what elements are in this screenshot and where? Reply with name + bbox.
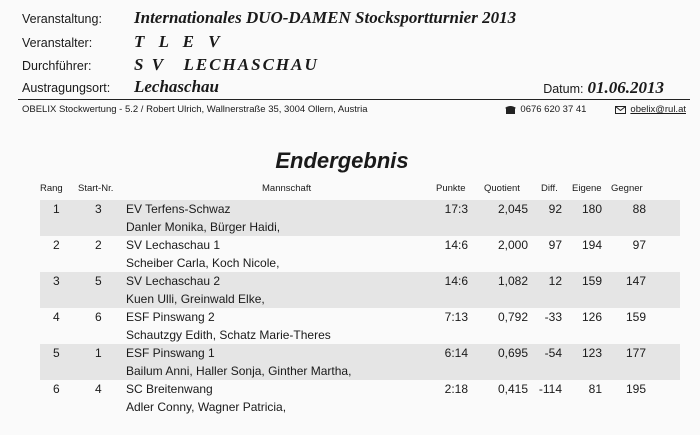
col-gegner: Gegner	[611, 183, 643, 194]
col-diff: Diff.	[541, 183, 558, 194]
cell-team: ESF Pinswang 2	[126, 310, 215, 324]
col-mannschaft: Mannschaft	[262, 183, 312, 194]
table-row	[40, 200, 680, 236]
cell-start: 4	[95, 382, 102, 396]
cell-quotient: 2,045	[497, 202, 528, 216]
cell-gegner: 97	[632, 238, 646, 252]
cell-diff: -114	[538, 382, 562, 396]
phone-icon	[505, 105, 516, 114]
envelope-icon	[615, 106, 626, 114]
cell-gegner: 88	[632, 202, 646, 216]
col-punkte: Punkte	[436, 183, 466, 194]
cell-diff: -54	[544, 346, 562, 360]
cell-punkte: 6:14	[444, 346, 468, 360]
cell-eigene: 194	[581, 238, 602, 252]
cell-eigene: 180	[581, 202, 602, 216]
ort-label: Austragungsort:	[22, 81, 111, 95]
cell-rang: 4	[53, 310, 60, 324]
cell-rang: 6	[53, 382, 60, 396]
table-row	[40, 344, 680, 380]
cell-team: SC Breitenwang	[126, 382, 213, 396]
ort-value: Lechaschau	[134, 77, 219, 96]
header-divider	[18, 99, 690, 100]
cell-diff: 92	[548, 202, 562, 216]
cell-punkte: 7:13	[444, 310, 468, 324]
cell-eigene: 81	[588, 382, 602, 396]
cell-players: Danler Monika, Bürger Haidi,	[126, 220, 281, 234]
header-veranstalter	[22, 32, 225, 54]
cell-start: 1	[95, 346, 102, 360]
veranstalter-value: T L E V	[134, 32, 225, 51]
cell-gegner: 177	[625, 346, 646, 360]
col-start: Start-Nr.	[78, 183, 114, 194]
cell-players: Adler Conny, Wagner Patricia,	[126, 400, 287, 414]
phone-number: 0676 620 37 41	[520, 104, 587, 115]
cell-quotient: 1,082	[497, 274, 528, 288]
cell-gegner: 159	[625, 310, 646, 324]
cell-diff: 97	[548, 238, 562, 252]
cell-punkte: 17:3	[444, 202, 468, 216]
phone-block	[505, 104, 615, 115]
cell-players: Bailum Anni, Haller Sonja, Ginther Martha,	[126, 364, 352, 378]
cell-gegner: 195	[625, 382, 646, 396]
cell-quotient: 0,695	[497, 346, 528, 360]
header-veranstaltung	[22, 8, 516, 30]
cell-rang: 2	[53, 238, 60, 252]
cell-punkte: 14:6	[444, 238, 468, 252]
durchfuehrer-label: Durchführer:	[22, 59, 92, 73]
cell-punkte: 2:18	[444, 382, 468, 396]
cell-gegner: 147	[625, 274, 646, 288]
header-datum	[543, 78, 664, 98]
cell-rang: 1	[53, 202, 60, 216]
software-info: OBELIX Stockwertung - 5.2 / Robert Ulrich, Wallnerstraße 35, 3004 Ollern, Austria	[22, 104, 368, 115]
durchfuehrer-value: S V LECHASCHAU	[134, 55, 319, 74]
cell-diff: 12	[548, 274, 562, 288]
cell-start: 5	[95, 274, 102, 288]
cell-players: Scheiber Carla, Koch Nicole,	[126, 256, 280, 270]
cell-rang: 5	[53, 346, 60, 360]
cell-rang: 3	[53, 274, 60, 288]
header-ort	[22, 77, 219, 99]
cell-quotient: 0,792	[497, 310, 528, 324]
cell-start: 3	[95, 202, 102, 216]
email-link[interactable]: obelix@rul.at	[630, 104, 686, 115]
cell-team: SV Lechaschau 1	[126, 238, 221, 252]
table-row	[40, 308, 680, 344]
cell-players: Kuen Ulli, Greinwald Elke,	[126, 292, 265, 306]
datum-label: Datum:	[543, 82, 584, 96]
cell-eigene: 123	[581, 346, 602, 360]
cell-quotient: 0,415	[497, 382, 528, 396]
header-durchfuehrer	[22, 55, 319, 77]
cell-eigene: 159	[581, 274, 602, 288]
cell-quotient: 2,000	[497, 238, 528, 252]
cell-team: ESF Pinswang 1	[126, 346, 215, 360]
cell-team: SV Lechaschau 2	[126, 274, 221, 288]
table-row	[40, 236, 680, 272]
veranstalter-label: Veranstalter:	[22, 36, 93, 50]
page-title-text: Endergebnis	[275, 148, 409, 173]
table-row	[40, 380, 680, 416]
mail-block	[615, 104, 686, 115]
software-footer	[22, 104, 686, 115]
cell-diff: -33	[544, 310, 562, 324]
col-rang: Rang	[40, 183, 63, 194]
cell-eigene: 126	[581, 310, 602, 324]
col-eigene: Eigene	[572, 183, 602, 194]
datum-value: 01.06.2013	[587, 78, 664, 97]
veranstaltung-value: Internationales DUO-DAMEN Stocksportturnier 2013	[134, 8, 517, 27]
cell-start: 6	[95, 310, 102, 324]
table-row	[40, 272, 680, 308]
cell-punkte: 14:6	[444, 274, 468, 288]
cell-team: EV Terfens-Schwaz	[126, 202, 231, 216]
cell-players: Schautzgy Edith, Schatz Marie-Theres	[126, 328, 331, 342]
page-title	[0, 148, 700, 174]
col-quotient: Quotient	[484, 183, 520, 194]
veranstaltung-label: Veranstaltung:	[22, 12, 102, 26]
cell-start: 2	[95, 238, 102, 252]
